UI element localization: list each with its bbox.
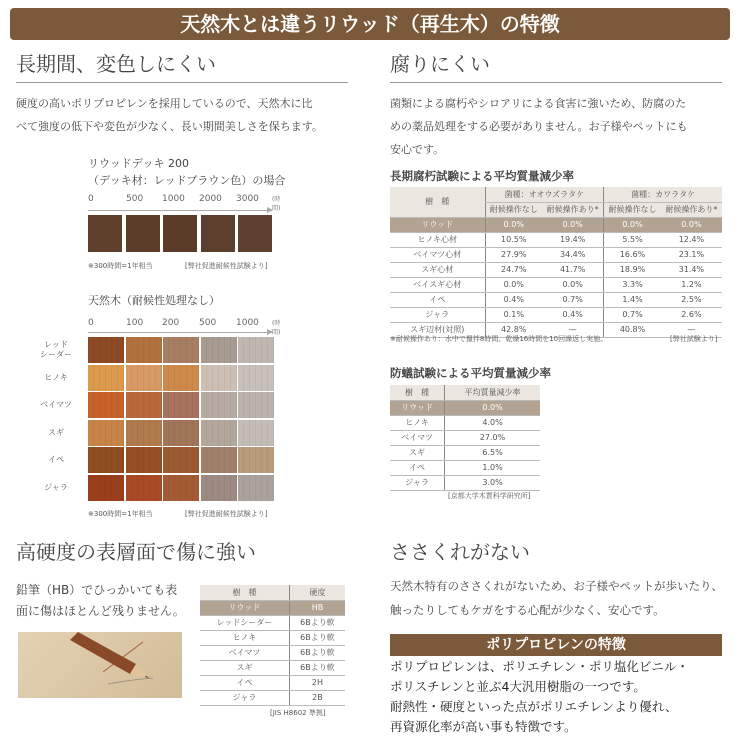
table-row (390, 415, 540, 430)
wood-swatch (126, 475, 162, 501)
rot-text (390, 92, 688, 161)
species-cell: レッドシーダー (200, 615, 289, 630)
hardness-text (16, 580, 185, 622)
species-cell: リウッド (390, 217, 485, 232)
tick-label: 1000 (236, 318, 259, 328)
value-cell: 4.0% (445, 415, 540, 430)
value-cell: 31.4% (661, 262, 722, 277)
tick-label: 0 (88, 194, 94, 204)
value-cell: 1.4% (604, 292, 661, 307)
table-row (390, 247, 722, 262)
text-line: 天然木特有のささくれがないため、お子様やペットが歩いたり、 (390, 579, 724, 593)
species-cell: スギ (390, 445, 445, 460)
wood-swatch (126, 392, 162, 418)
col-header: 平均質量減少率 (445, 385, 540, 400)
time-arrow (88, 332, 272, 333)
discoloration-text (16, 92, 323, 138)
deck-swatch (238, 215, 272, 252)
tick-label: 500 (199, 318, 217, 328)
wood-swatch (238, 447, 274, 473)
splinter-text (390, 574, 723, 622)
value-cell: 24.7% (485, 262, 542, 277)
section-title-discoloration: 長期間、変色しにくい (16, 52, 216, 76)
wood-swatch (201, 337, 237, 363)
deck-title (88, 155, 285, 189)
value-cell: 1.2% (661, 277, 722, 292)
pencil-scratch-image (18, 632, 182, 698)
polypropylene-banner: ポリプロピレンの特徴 (390, 634, 722, 656)
species-cell: スギ心材 (390, 262, 485, 277)
value-cell: 6.5% (445, 445, 540, 460)
value-cell: 5.5% (604, 232, 661, 247)
value-cell: 27.0% (445, 430, 540, 445)
text-line: 再資源化率が高い事も特徴です。 (390, 719, 577, 734)
value-cell: 2.6% (661, 307, 722, 322)
text-line: 触ったりしてもケガをする心配が少なく、安心です。 (390, 603, 665, 617)
wood-swatch (201, 365, 237, 391)
wood-swatch (238, 337, 274, 363)
species-cell: ベイマツ心材 (390, 247, 485, 262)
species-label: ジャラ (44, 482, 68, 492)
main-banner: 天然木とは違うリウッド（再生木）の特徴 (10, 8, 730, 40)
tick-label: 2000 (199, 194, 222, 204)
table-row (200, 645, 345, 660)
value-cell: 42.8% (485, 322, 542, 337)
value-cell: 6Bより軟 (289, 630, 345, 645)
value-cell: 0.1% (485, 307, 542, 322)
value-cell: 16.6% (604, 247, 661, 262)
wood-swatch (88, 475, 124, 501)
wood-swatch (201, 420, 237, 446)
col-header: 硬度 (289, 585, 345, 600)
value-cell: 0.0% (542, 217, 604, 232)
species-label: ヒノキ (44, 372, 68, 382)
termite-table-title: 防蟻試験による平均質量減少率 (390, 366, 551, 380)
wood-swatch (88, 337, 124, 363)
table-row (390, 475, 540, 490)
wood-swatch (126, 420, 162, 446)
value-cell: 2H (289, 675, 345, 690)
decay-source: [弊社試験より] (670, 335, 718, 343)
species-label: ベイマツ (40, 400, 72, 409)
species-label: レッド シーダー (40, 340, 72, 359)
decay-table-title: 長期腐朽試験による平均質量減少率 (390, 169, 574, 183)
sub-header: 耐候操作なし (604, 202, 661, 217)
species-cell: リウッド (390, 400, 445, 415)
wood-swatch (126, 365, 162, 391)
deck-title-line2: （デッキ材：レッドブラウン色）の場合 (88, 174, 286, 187)
group-header: 菌種：カワラタケ (604, 187, 722, 202)
wood-swatch (163, 420, 199, 446)
value-cell: 0.4% (485, 292, 542, 307)
table-row (390, 430, 540, 445)
wood-swatch (238, 475, 274, 501)
value-cell: 12.4% (661, 232, 722, 247)
table-row (200, 690, 345, 705)
wood-swatch (88, 420, 124, 446)
value-cell: — (542, 322, 604, 337)
wood-swatch (238, 420, 274, 446)
species-cell: ヒノキ心材 (390, 232, 485, 247)
col-header: 樹 種 (200, 585, 289, 600)
text-line: 安心です。 (390, 143, 445, 156)
natural-source: [弊社促進耐候性試験より] (185, 510, 268, 518)
deck-swatch (88, 215, 122, 252)
value-cell: 0.0% (485, 217, 542, 232)
decay-table (390, 187, 722, 338)
tick-label: 200 (162, 318, 180, 328)
species-cell: ジャラ (200, 690, 289, 705)
text-line: 菌類による腐朽やシロアリによる食害に強いため、防腐のた (390, 97, 687, 110)
sub-header: 耐候操作なし (485, 202, 542, 217)
pencil-icon (18, 632, 182, 698)
table-row (390, 307, 722, 322)
value-cell: 0.4% (542, 307, 604, 322)
species-cell: ヒノキ (200, 630, 289, 645)
section-title-rot: 腐りにくい (390, 52, 490, 76)
wood-swatch (126, 337, 162, 363)
value-cell: HB (289, 600, 345, 615)
wood-swatch (88, 365, 124, 391)
text-line: めの薬品処理をする必要がありません。お子様やペットにも (390, 120, 688, 133)
axis-unit: (時間) (272, 196, 281, 212)
species-cell: ベイスギ心材 (390, 277, 485, 292)
species-cell: ジャラ (390, 307, 485, 322)
time-arrow (88, 210, 272, 211)
species-cell: イペ (390, 460, 445, 475)
polypropylene-text (390, 657, 689, 737)
species-label: イペ (48, 455, 64, 464)
value-cell: 23.1% (661, 247, 722, 262)
tick-label: 1000 (162, 194, 185, 204)
wood-swatch (163, 337, 199, 363)
table-row (200, 630, 345, 645)
table-row (390, 277, 722, 292)
value-cell: 0.0% (661, 217, 722, 232)
tick-label: 0 (88, 318, 94, 328)
deck-swatch (163, 215, 197, 252)
value-cell: 34.4% (542, 247, 604, 262)
wood-swatch (163, 365, 199, 391)
termite-table (390, 385, 540, 491)
divider (390, 82, 722, 83)
value-cell: 2.5% (661, 292, 722, 307)
table-row (390, 445, 540, 460)
value-cell: 6Bより軟 (289, 645, 345, 660)
wood-swatch (88, 447, 124, 473)
value-cell: 6Bより軟 (289, 660, 345, 675)
natural-note: ※300時間=1年相当 (88, 510, 153, 518)
species-cell: スギ辺材(対照) (390, 322, 485, 337)
value-cell: 27.9% (485, 247, 542, 262)
col-header: 樹 種 (390, 187, 485, 217)
table-row (390, 460, 540, 475)
table-row (390, 292, 722, 307)
deck-swatches (88, 215, 278, 253)
species-cell: イペ (390, 292, 485, 307)
hardness-source: [JIS H8602 準拠] (270, 709, 326, 717)
value-cell: 6Bより軟 (289, 615, 345, 630)
deck-swatch (201, 215, 235, 252)
natural-wood-title: 天然木（耐候性処理なし） (88, 294, 220, 307)
tick-label: 3000 (236, 194, 259, 204)
value-cell: 10.5% (485, 232, 542, 247)
table-row (200, 675, 345, 690)
axis-unit: (時間) (272, 320, 281, 336)
text-line: 鉛筆（HB）でひっかいても表 (16, 583, 178, 597)
decay-note: ※耐候操作あり：水中で攪拌8時間、乾燥16時間を10回繰返し実施。 (390, 335, 608, 343)
deck-title-line1: リウッドデッキ 200 (88, 157, 190, 170)
species-cell: リウッド (200, 600, 289, 615)
deck-note: ※300時間=1年相当 (88, 262, 153, 270)
text-line: ポリスチレンと並ぶ4大汎用樹脂の一つです。 (390, 679, 646, 694)
group-header: 菌種：オオウズラタケ (485, 187, 604, 202)
species-cell: イペ (200, 675, 289, 690)
section-title-splinter: ささくれがない (390, 540, 530, 564)
hardness-table (200, 585, 345, 706)
wood-swatch (201, 475, 237, 501)
value-cell: 3.0% (445, 475, 540, 490)
wood-swatch (238, 392, 274, 418)
value-cell: 0.7% (542, 292, 604, 307)
species-cell: スギ (200, 660, 289, 675)
wood-swatch (163, 392, 199, 418)
species-cell: ベイマツ (200, 645, 289, 660)
value-cell: 0.0% (542, 277, 604, 292)
table-row (390, 400, 540, 415)
species-label: スギ (48, 427, 64, 437)
deck-axis (88, 194, 288, 212)
species-cell: ジャラ (390, 475, 445, 490)
table-row (390, 217, 722, 232)
termite-source: [京都大学木質科学研究所] (448, 492, 531, 500)
natural-axis (88, 318, 288, 336)
natural-wood-grid (30, 337, 280, 505)
wood-swatch (163, 475, 199, 501)
table-row (200, 660, 345, 675)
species-cell: ヒノキ (390, 415, 445, 430)
value-cell: 3.3% (604, 277, 661, 292)
deck-source: [弊社促進耐候性試験より] (185, 262, 268, 270)
table-row (200, 600, 345, 615)
divider (16, 82, 348, 83)
sub-header: 耐候操作あり* (661, 202, 722, 217)
text-line: 面に傷はほとんど残りません。 (16, 604, 185, 618)
table-row (390, 262, 722, 277)
text-line: ポリプロピレンは、ポリエチレン・ポリ塩化ビニル・ (390, 659, 689, 674)
sub-header: 耐候操作あり* (542, 202, 604, 217)
tick-label: 100 (126, 318, 144, 328)
value-cell: 0.0% (604, 217, 661, 232)
wood-swatch (163, 447, 199, 473)
wood-swatch (88, 392, 124, 418)
value-cell: 41.7% (542, 262, 604, 277)
table-row (200, 615, 345, 630)
value-cell: 19.4% (542, 232, 604, 247)
value-cell: 18.9% (604, 262, 661, 277)
value-cell: 40.8% (604, 322, 661, 337)
section-title-hardness: 高硬度の表層面で傷に強い (16, 540, 256, 564)
value-cell: 0.0% (485, 277, 542, 292)
value-cell: 0.0% (445, 400, 540, 415)
value-cell: 1.0% (445, 460, 540, 475)
value-cell: — (661, 322, 722, 337)
wood-swatch (201, 447, 237, 473)
text-line: 硬度の高いポリプロピレンを採用しているので、天然木に比 (16, 97, 313, 110)
species-cell: ベイマツ (390, 430, 445, 445)
value-cell: 0.7% (604, 307, 661, 322)
wood-swatch (201, 392, 237, 418)
tick-label: 500 (126, 194, 144, 204)
text-line: べて強度の低下や変色が少なく、長い期間美しさを保ちます。 (16, 120, 323, 133)
value-cell: 2B (289, 690, 345, 705)
wood-swatch (126, 447, 162, 473)
col-header: 樹 種 (390, 385, 445, 400)
wood-swatch (238, 365, 274, 391)
text-line: 耐熱性・硬度といった点がポリエチレンより優れ、 (390, 699, 678, 714)
deck-swatch (126, 215, 160, 252)
table-row (390, 232, 722, 247)
